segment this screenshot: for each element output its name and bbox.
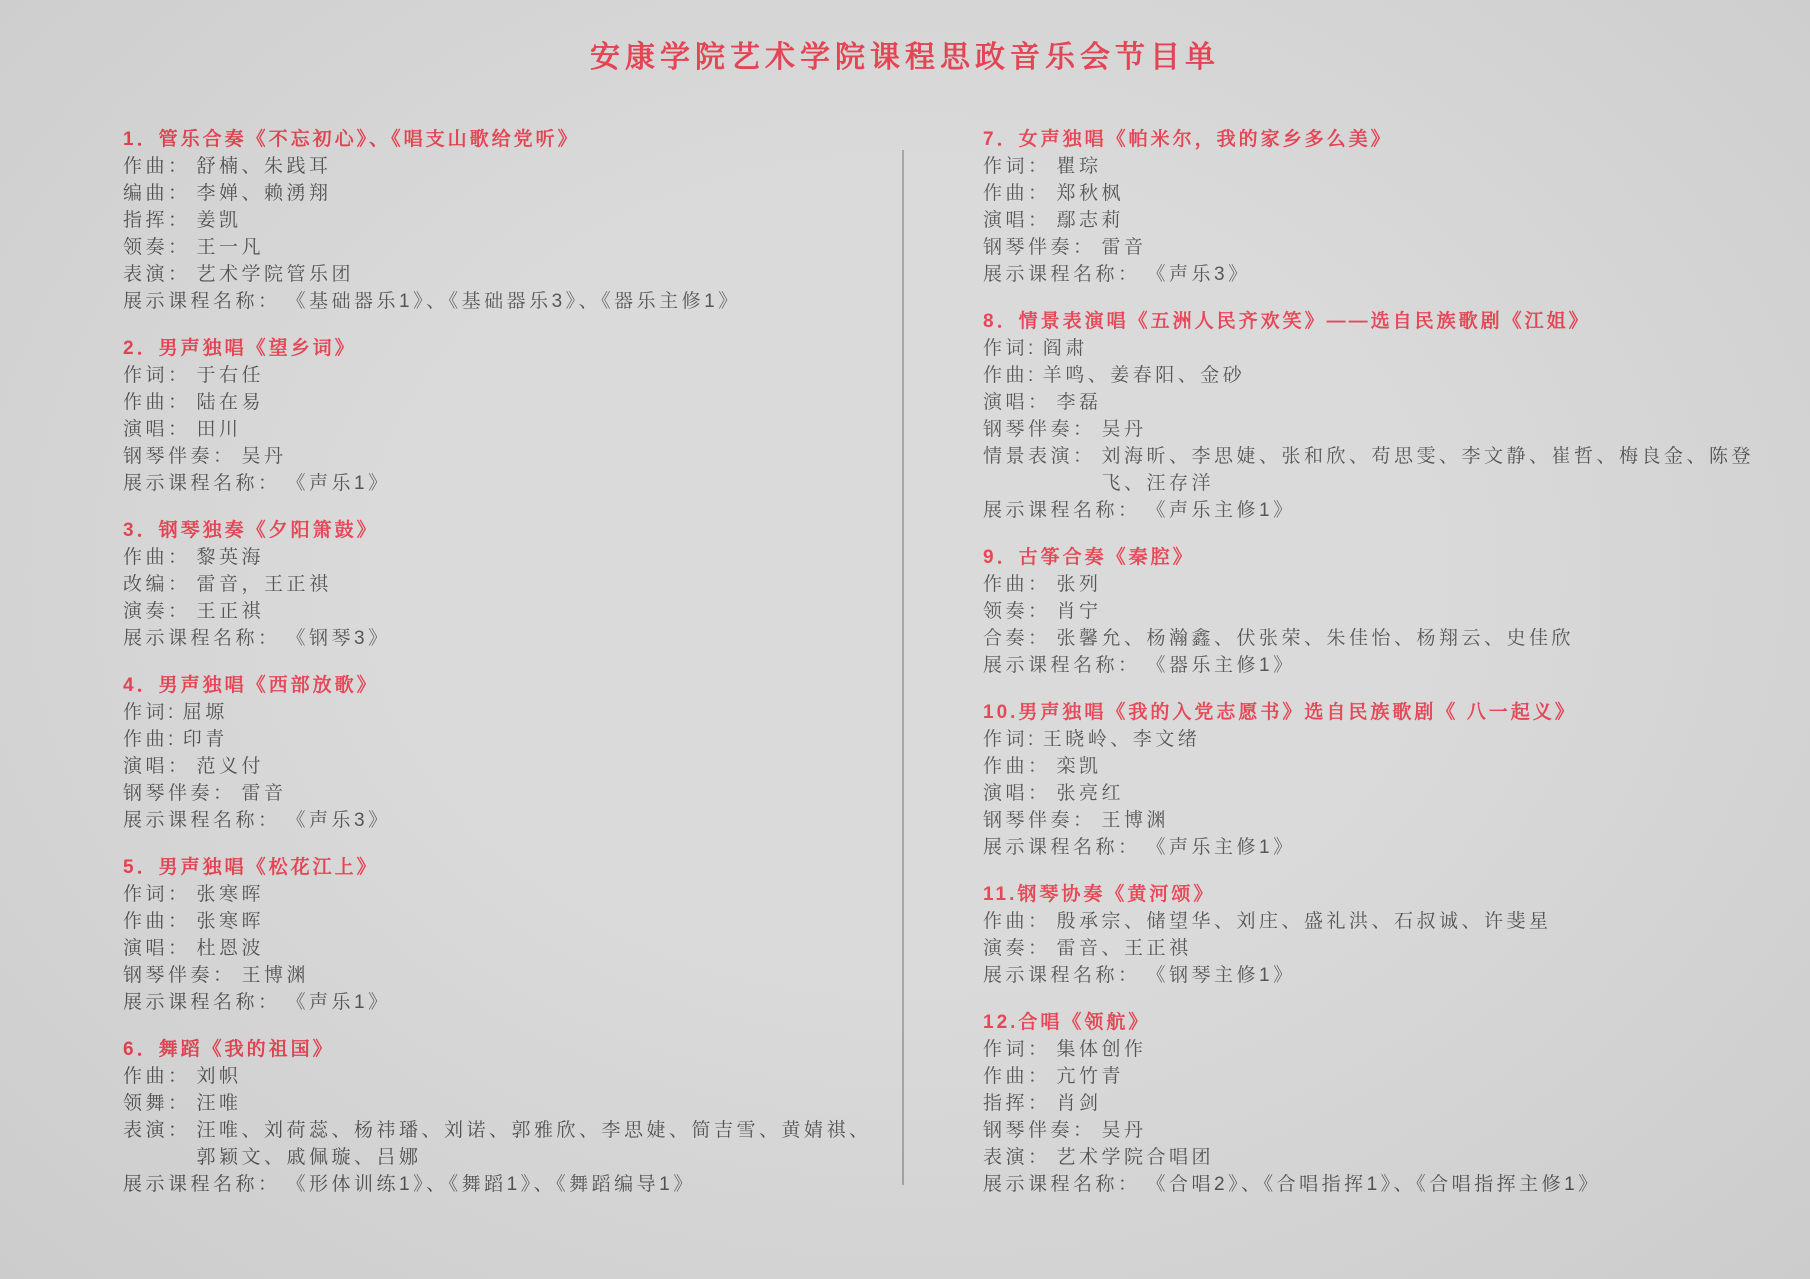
credit-line xyxy=(983,497,1758,524)
credit-label: 钢琴伴奏： xyxy=(983,810,1096,831)
right-column xyxy=(983,126,1758,1218)
program-heading: 10.男声独唱《我的入党志愿书》选自民族歌剧《 八一起义》 xyxy=(983,702,1577,723)
program-item xyxy=(123,854,883,1016)
credit-line xyxy=(123,288,883,315)
credit-label: 展示课程名称： xyxy=(123,1174,281,1195)
credit-value: 吴丹 xyxy=(1101,419,1147,440)
credit-value: 王博渊 xyxy=(241,965,310,986)
credit-value: 鄢志莉 xyxy=(1056,210,1125,231)
credit-line xyxy=(983,335,1758,362)
credit-label: 展示课程名称： xyxy=(123,291,281,312)
program-heading: 4．男声独唱《西部放歌》 xyxy=(123,675,379,696)
credit-value: 肖宁 xyxy=(1056,601,1102,622)
credit-label: 作词: xyxy=(983,729,1037,750)
credit-value: 汪唯 xyxy=(196,1093,242,1114)
credit-line xyxy=(983,598,1758,625)
credit-label: 作曲： xyxy=(983,1066,1051,1087)
credit-label: 合奏： xyxy=(983,628,1051,649)
credit-line xyxy=(983,1036,1758,1063)
credit-value: 刘帜 xyxy=(196,1066,242,1087)
credit-label: 作曲： xyxy=(123,156,191,177)
credit-line xyxy=(123,362,883,389)
credit-label: 演奏： xyxy=(983,938,1051,959)
credit-line xyxy=(123,726,883,753)
credit-value: 《器乐主修1》 xyxy=(1146,655,1296,676)
credit-value: 吴丹 xyxy=(1101,1120,1147,1141)
credit-value: 《声乐1》 xyxy=(286,992,391,1013)
credit-value: 李磊 xyxy=(1056,392,1102,413)
credit-value: 羊鸣、姜春阳、金砂 xyxy=(1042,365,1246,386)
credit-value: 雷音、王正祺 xyxy=(1056,938,1192,959)
program-heading: 9．古筝合奏《秦腔》 xyxy=(983,547,1195,568)
credit-value: 张寒晖 xyxy=(196,884,265,905)
credit-value: 李婵、赖湧翔 xyxy=(196,183,332,204)
credit-label: 编曲： xyxy=(123,183,191,204)
credit-label: 演唱： xyxy=(983,392,1051,413)
credit-label: 演奏： xyxy=(123,601,191,622)
credit-label: 展示课程名称： xyxy=(983,500,1141,521)
credit-value: 雷音 xyxy=(1101,237,1147,258)
page-title: 安康学院艺术学院课程思政音乐会节目单 xyxy=(590,41,1220,74)
credit-value: 张亮红 xyxy=(1056,783,1125,804)
credit-label: 作曲： xyxy=(983,756,1051,777)
credit-value: 汪唯、刘荷蕊、杨祎璠、刘诺、郭雅欣、李思婕、简吉雪、黄婧祺、郭颖文、戚佩璇、吕娜 xyxy=(196,1120,872,1168)
credit-value: 王正祺 xyxy=(196,601,265,622)
program-item xyxy=(983,544,1758,679)
credit-line xyxy=(983,180,1758,207)
credit-line xyxy=(983,234,1758,261)
credit-label: 指挥： xyxy=(983,1093,1051,1114)
credit-label: 作词: xyxy=(123,702,177,723)
credit-value: 印青 xyxy=(182,729,228,750)
credit-value: 王晓岭、李文绪 xyxy=(1042,729,1201,750)
credit-label: 作词： xyxy=(123,365,191,386)
program-item xyxy=(123,517,883,652)
credit-label: 作词: xyxy=(983,338,1037,359)
credit-line xyxy=(123,571,883,598)
credit-label: 作曲: xyxy=(983,365,1037,386)
credit-label: 作曲： xyxy=(983,183,1051,204)
credit-label: 作曲： xyxy=(123,392,191,413)
credit-line xyxy=(983,1117,1758,1144)
program-heading: 8．情景表演唱《五洲人民齐欢笑》——选自民族歌剧《江姐》 xyxy=(983,311,1591,332)
credit-label: 作曲： xyxy=(123,1066,191,1087)
column-divider xyxy=(902,150,904,1185)
credit-label: 展示课程名称： xyxy=(983,965,1141,986)
credit-label: 作曲： xyxy=(123,911,191,932)
credit-value: 吴丹 xyxy=(241,446,287,467)
credit-line xyxy=(123,234,883,261)
credit-label: 演唱： xyxy=(123,938,191,959)
program-heading: 3．钢琴独奏《夕阳箫鼓》 xyxy=(123,520,379,541)
credit-line xyxy=(123,625,883,652)
credit-line xyxy=(123,962,883,989)
credit-value: 瞿琮 xyxy=(1056,156,1102,177)
left-column xyxy=(123,126,883,1218)
credit-value: 《钢琴主修1》 xyxy=(1146,965,1296,986)
credit-line xyxy=(123,180,883,207)
credit-line xyxy=(983,726,1758,753)
program-item xyxy=(123,1036,883,1198)
credit-label: 展示课程名称： xyxy=(983,264,1141,285)
program-item xyxy=(123,335,883,497)
credit-line xyxy=(983,908,1758,935)
credit-line xyxy=(983,389,1758,416)
credit-value: 黎英海 xyxy=(196,547,265,568)
credit-value: 《钢琴3》 xyxy=(286,628,391,649)
credit-line xyxy=(123,470,883,497)
credit-value: 张馨允、杨瀚鑫、伏张荣、朱佳怡、杨翔云、史佳欣 xyxy=(1056,628,1575,649)
credit-line xyxy=(123,1090,883,1117)
credit-label: 表演： xyxy=(123,1120,191,1141)
credit-line xyxy=(123,544,883,571)
credit-line xyxy=(123,207,883,234)
credit-line xyxy=(983,753,1758,780)
credit-label: 作曲： xyxy=(983,911,1051,932)
credit-line xyxy=(123,261,883,288)
credit-value: 雷音，王正祺 xyxy=(196,574,332,595)
credit-line xyxy=(983,207,1758,234)
credit-label: 演唱： xyxy=(123,756,191,777)
credit-line xyxy=(123,780,883,807)
credit-line xyxy=(123,153,883,180)
credit-value: 《声乐3》 xyxy=(286,810,391,831)
credit-label: 领奏： xyxy=(983,601,1051,622)
credit-value: 杜恩波 xyxy=(196,938,265,959)
credit-line xyxy=(123,598,883,625)
credit-label: 指挥： xyxy=(123,210,191,231)
credit-value: 《声乐主修1》 xyxy=(1146,500,1296,521)
credit-line xyxy=(983,834,1758,861)
credit-label: 钢琴伴奏： xyxy=(123,446,236,467)
program-item xyxy=(123,126,883,315)
credit-value: 《声乐主修1》 xyxy=(1146,837,1296,858)
credit-label: 钢琴伴奏： xyxy=(983,237,1096,258)
credit-value: 范义付 xyxy=(196,756,265,777)
credit-value: 《合唱2》、《合唱指挥1》、《合唱指挥主修1》 xyxy=(1146,1174,1601,1195)
credit-line xyxy=(123,1171,883,1198)
credit-label: 领舞： xyxy=(123,1093,191,1114)
credit-label: 作曲： xyxy=(983,574,1051,595)
credit-label: 改编： xyxy=(123,574,191,595)
credit-line xyxy=(983,1171,1758,1198)
credit-label: 演唱： xyxy=(983,783,1051,804)
credit-value: 田川 xyxy=(196,419,242,440)
credit-label: 表演： xyxy=(123,264,191,285)
program-heading: 6．舞蹈《我的祖国》 xyxy=(123,1039,335,1060)
credit-line xyxy=(123,416,883,443)
credit-value: 姜凯 xyxy=(196,210,242,231)
credit-value: 于右任 xyxy=(196,365,265,386)
credit-value: 集体创作 xyxy=(1056,1039,1147,1060)
credit-label: 作曲： xyxy=(123,547,191,568)
credit-line xyxy=(123,908,883,935)
credit-value: 张列 xyxy=(1056,574,1102,595)
credit-line xyxy=(983,962,1758,989)
credit-value: 王博渊 xyxy=(1101,810,1170,831)
credit-line xyxy=(983,935,1758,962)
credit-value: 栾凯 xyxy=(1056,756,1102,777)
credit-label: 演唱： xyxy=(983,210,1051,231)
credit-value: 《声乐3》 xyxy=(1146,264,1251,285)
credit-line xyxy=(123,753,883,780)
credit-value: 殷承宗、储望华、刘庄、盛礼洪、石叔诚、许斐星 xyxy=(1056,911,1552,932)
program-item xyxy=(123,672,883,834)
credit-line xyxy=(123,935,883,962)
credit-value: 张寒晖 xyxy=(196,911,265,932)
credit-line xyxy=(983,362,1758,389)
credit-label: 演唱： xyxy=(123,419,191,440)
credit-line xyxy=(123,989,883,1016)
credit-line xyxy=(123,699,883,726)
credit-label: 作词： xyxy=(123,884,191,905)
credit-label: 展示课程名称： xyxy=(123,810,281,831)
credit-label: 展示课程名称： xyxy=(123,628,281,649)
credit-line xyxy=(983,625,1758,652)
credit-label: 作词： xyxy=(983,1039,1051,1060)
credit-label: 展示课程名称： xyxy=(123,992,281,1013)
credit-value: 王一凡 xyxy=(196,237,265,258)
credit-value: 雷音 xyxy=(241,783,287,804)
credit-line xyxy=(123,443,883,470)
program-item xyxy=(983,881,1758,989)
program-heading: 1．管乐合奏《不忘初心》、《唱支山歌给党听》 xyxy=(123,129,580,150)
credit-line xyxy=(983,780,1758,807)
credit-value: 舒楠、朱践耳 xyxy=(196,156,332,177)
credit-line xyxy=(983,416,1758,443)
program-heading: 5．男声独唱《松花江上》 xyxy=(123,857,379,878)
credit-line xyxy=(983,153,1758,180)
credit-value: 阎肃 xyxy=(1042,338,1088,359)
credit-line xyxy=(983,652,1758,679)
credit-value: 亢竹青 xyxy=(1056,1066,1125,1087)
credit-value: 屈塬 xyxy=(182,702,228,723)
credit-line xyxy=(123,1117,883,1171)
credit-value: 《形体训练1》、《舞蹈1》、《舞蹈编导1》 xyxy=(286,1174,696,1195)
credit-line xyxy=(123,881,883,908)
program-item xyxy=(983,126,1758,288)
credit-value: 陆在易 xyxy=(196,392,265,413)
program-item xyxy=(983,308,1758,524)
credit-value: 郑秋枫 xyxy=(1056,183,1125,204)
program-heading: 7．女声独唱《帕米尔，我的家乡多么美》 xyxy=(983,129,1393,150)
credit-line xyxy=(983,1090,1758,1117)
credit-line xyxy=(983,261,1758,288)
program-item xyxy=(983,1009,1758,1198)
credit-line xyxy=(123,389,883,416)
credit-value: 艺术学院合唱团 xyxy=(1056,1147,1215,1168)
program-heading: 11.钢琴协奏《黄河颂》 xyxy=(983,884,1216,905)
credit-label: 钢琴伴奏： xyxy=(983,419,1096,440)
credit-label: 展示课程名称： xyxy=(983,837,1141,858)
credit-label: 情景表演： xyxy=(983,446,1096,467)
credit-label: 钢琴伴奏： xyxy=(123,783,236,804)
credit-value: 《声乐1》 xyxy=(286,473,391,494)
credit-label: 钢琴伴奏： xyxy=(123,965,236,986)
credit-label: 表演： xyxy=(983,1147,1051,1168)
credit-label: 展示课程名称： xyxy=(983,655,1141,676)
credit-label: 作词： xyxy=(983,156,1051,177)
credit-label: 展示课程名称： xyxy=(983,1174,1141,1195)
credit-label: 领奏： xyxy=(123,237,191,258)
credit-value: 《基础器乐1》、《基础器乐3》、《器乐主修1》 xyxy=(286,291,741,312)
credit-label: 钢琴伴奏： xyxy=(983,1120,1096,1141)
credit-line xyxy=(983,571,1758,598)
credit-line xyxy=(983,807,1758,834)
credit-line xyxy=(983,1063,1758,1090)
credit-label: 展示课程名称： xyxy=(123,473,281,494)
credit-line xyxy=(123,1063,883,1090)
credit-line xyxy=(983,1144,1758,1171)
credit-value: 肖剑 xyxy=(1056,1093,1102,1114)
credit-line xyxy=(123,807,883,834)
credit-value: 刘海昕、李思婕、张和欣、苟思雯、李文静、崔哲、梅良金、陈登飞、汪存洋 xyxy=(1101,446,1755,494)
program-item xyxy=(983,699,1758,861)
program-heading: 2．男声独唱《望乡词》 xyxy=(123,338,357,359)
program-heading: 12.合唱《领航》 xyxy=(983,1012,1151,1033)
credit-line xyxy=(983,443,1758,497)
credit-value: 艺术学院管乐团 xyxy=(196,264,355,285)
credit-label: 作曲: xyxy=(123,729,177,750)
